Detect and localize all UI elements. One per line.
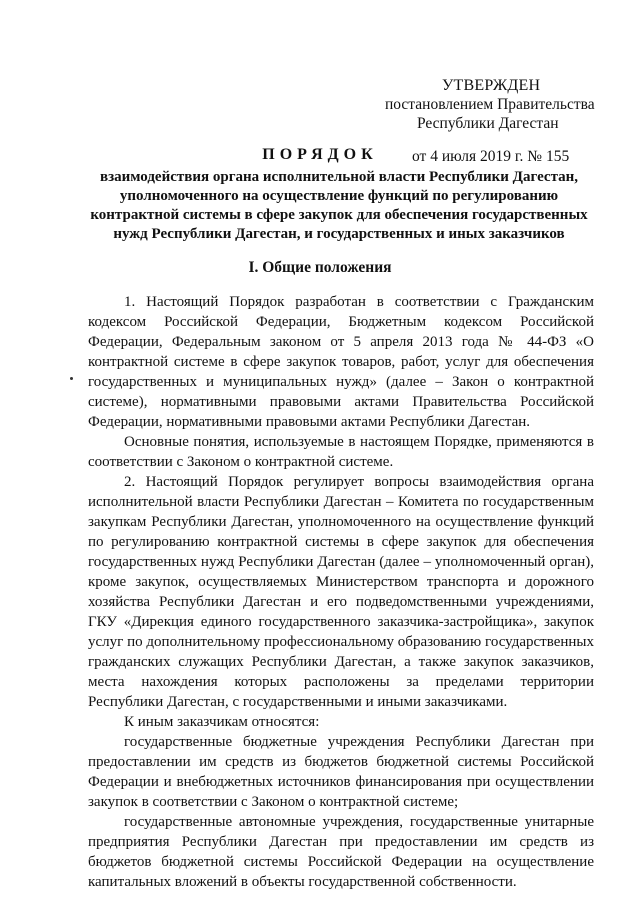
section-heading: I. Общие положения — [248, 259, 392, 276]
paragraph: 2. Настоящий Порядок регулирует вопросы взаимодействия органа исполнительной власти Республики Дагестан – Комитета по государственным закупкам Республики Дагестан, уполномоченного на осуществление функций по регулированию контрактной системы в сфере закупок для обеспечения государственных нужд Республики Дагестан (далее – уполномоченный орган), кроме закупок, осуществляемых Министерством транспорта и дорожного хозяйства Республики Дагестан и его подведомственными учреждениями, ГКУ «Дирекция единого государственного заказчика-застройщика», закупок услуг по дополнительному профессиональному образованию государственных гражданских служащих Республики Дагестан, а также закупок заказчиков, места нахождения которых расположены за пределами территории Республики Дагестан, с государственными и иными заказчиками. — [88, 474, 594, 710]
paragraph: государственные бюджетные учреждения Республики Дагестан при предоставлении им средств из бюджетов бюджетной системы Российской Федерации и внебюджетных источников финансирования при осуществлении закупок в соответствии с Законом о контрактной системе; — [88, 734, 594, 810]
paragraph: Основные понятия, используемые в настоящем Порядке, применяются в соответствии с Законом о контрактной системе. — [88, 434, 594, 470]
paragraph: К иным заказчикам относятся: — [124, 714, 320, 730]
document-body — [88, 292, 594, 892]
document-subtitle: взаимодействия органа исполнительной власти Республики Дагестан, уполномоченного на осуществление функций по регулированию контрактной системы в сфере закупок для обеспечения государственных нужд Республики Дагестан, и государственных и иных заказчиков — [90, 169, 588, 242]
approval-line-date-number: от 4 июля 2019 г. № 155 — [412, 148, 570, 165]
approval-heading: УТВЕРЖДЕН — [442, 77, 541, 94]
paragraph: 1. Настоящий Порядок разработан в соответствии с Гражданским кодексом Российской Федерации, Бюджетным кодексом Российской Федерации, Федеральным законом от 5 апреля 2013 года № 44-ФЗ «О контрактной системе в сфере закупок товаров, работ, услуг для обеспечения государственных и муниципальных нужд» (далее – Закон о контрактной системе), нормативными правовыми актами Правительства Российской Федерации, нормативными правовыми актами Республики Дагестан. — [88, 294, 594, 430]
paragraph: государственные автономные учреждения, государственные унитарные предприятия Республики Дагестан при предоставлении им средств из бюджетов бюджетной системы Российской Федерации на осуществление капитальных вложений в объекты государственной собственности. — [88, 814, 594, 890]
approval-line-republic: Республики Дагестан — [417, 115, 559, 132]
scan-speck — [70, 377, 73, 380]
document-title: ПОРЯДОК — [262, 146, 378, 163]
approval-line-decree: постановлением Правительства — [385, 96, 595, 113]
